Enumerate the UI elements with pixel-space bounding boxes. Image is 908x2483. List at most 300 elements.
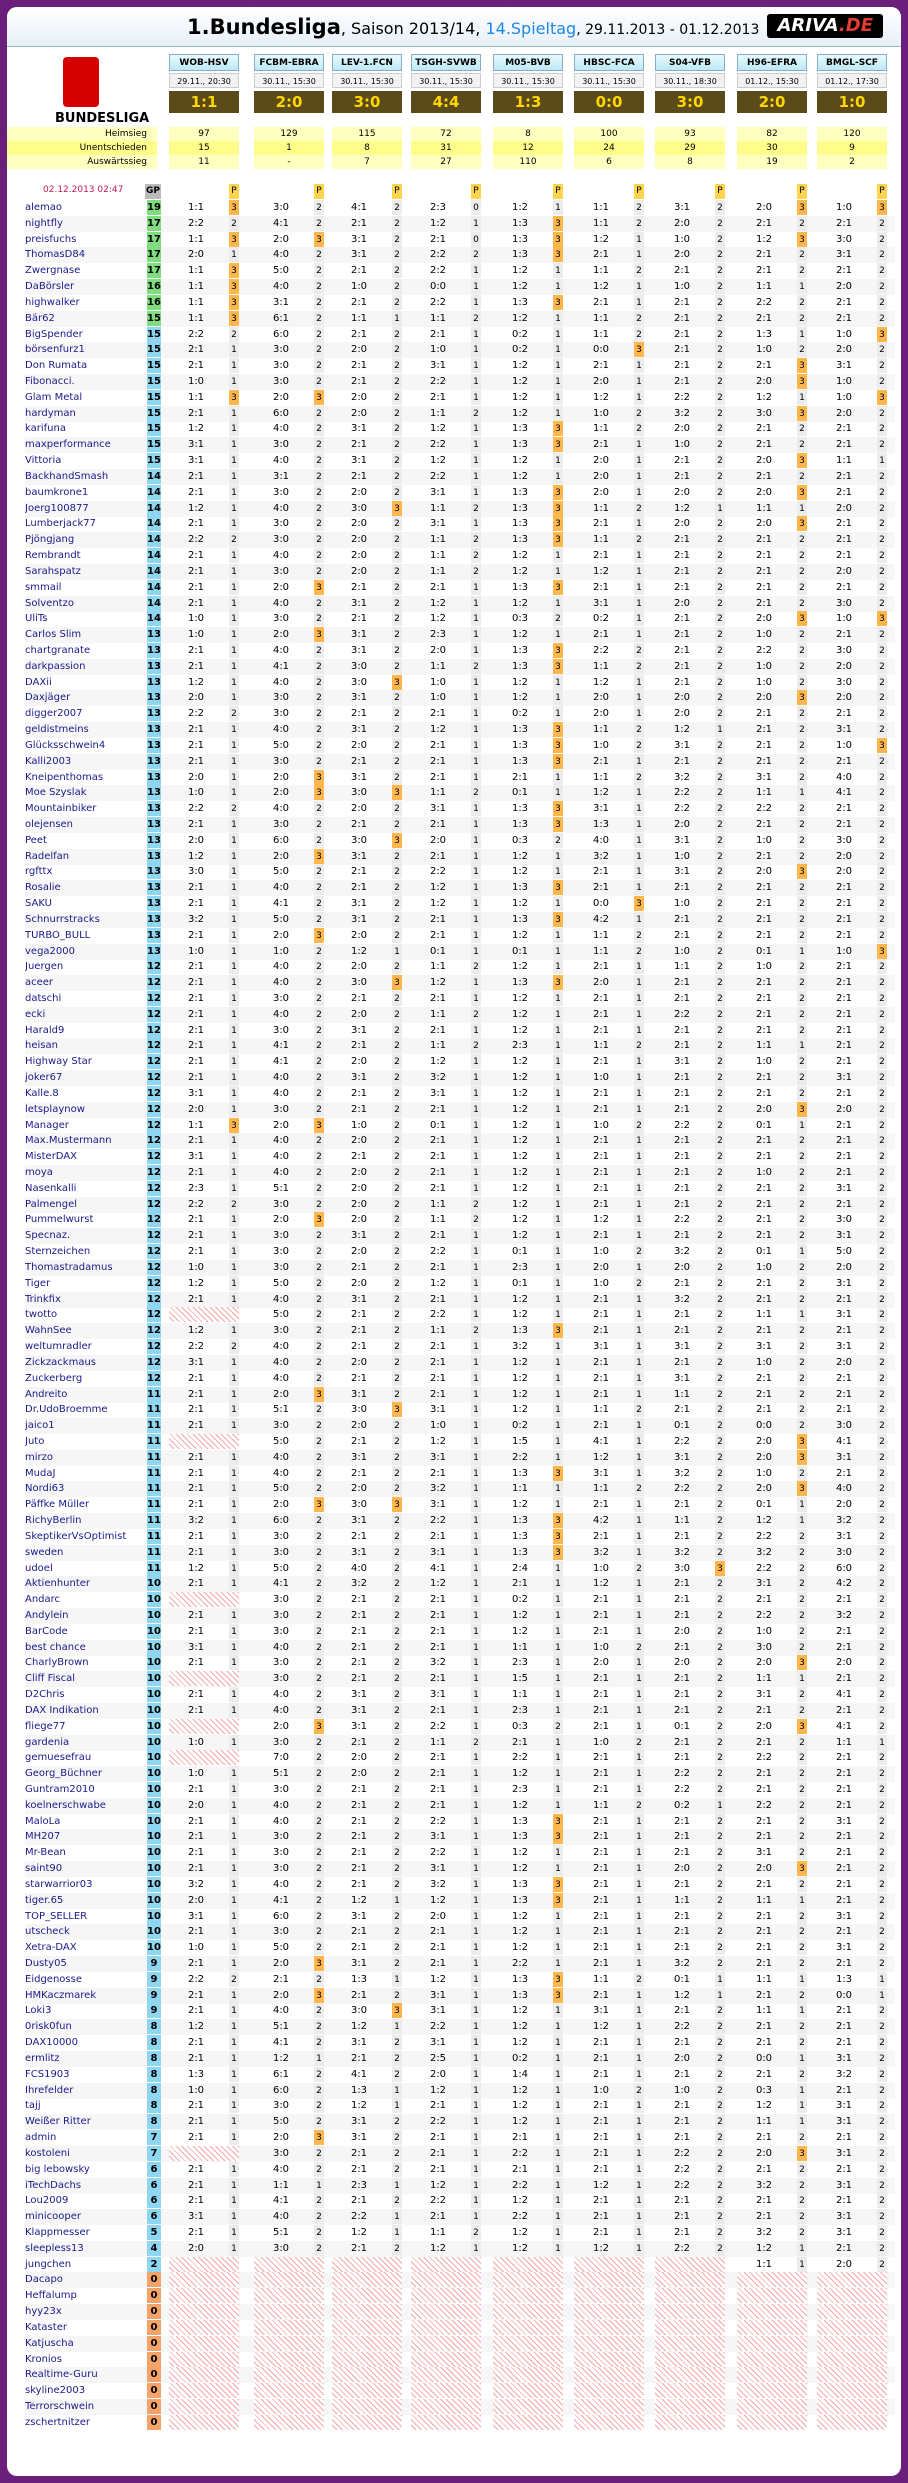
tip-score: 3:1 bbox=[429, 1546, 447, 1558]
player-name[interactable]: skyline2003 bbox=[25, 2385, 86, 2397]
tip-score: 1:0 bbox=[429, 344, 447, 356]
tip-points: 1 bbox=[634, 1608, 644, 1623]
player-name[interactable]: Cliff Fiscal bbox=[25, 1673, 76, 1685]
match-code[interactable]: LEV-1.FCN bbox=[332, 54, 402, 71]
player-name[interactable]: Fibonacci. bbox=[25, 376, 75, 388]
player-name[interactable]: starwarrior03 bbox=[25, 1878, 93, 1890]
tip-score: 2:2 bbox=[511, 2147, 529, 2159]
player-points: 15 bbox=[147, 328, 161, 340]
tip-score: 2:0 bbox=[350, 803, 368, 815]
tip-points: 1 bbox=[715, 1798, 725, 1813]
tip-points: 1 bbox=[634, 912, 644, 927]
player-name[interactable]: vega2000 bbox=[25, 945, 75, 957]
player-name[interactable]: Georg_Büchner bbox=[25, 1768, 102, 1780]
tip-score: 2:0 bbox=[350, 550, 368, 562]
tip-score: 2:1 bbox=[755, 2021, 773, 2033]
player-name[interactable]: RichyBerlin bbox=[25, 1515, 82, 1527]
tip-points: 1 bbox=[877, 1988, 887, 2003]
player-name[interactable]: DAX10000 bbox=[25, 2037, 79, 2049]
player-name[interactable]: hardyman bbox=[25, 407, 76, 419]
player-name[interactable]: MudaJ bbox=[25, 1467, 56, 1479]
player-name[interactable]: Juergen bbox=[25, 961, 64, 973]
home-win-count: 72 bbox=[411, 127, 481, 141]
player-name[interactable]: baumkrone1 bbox=[25, 486, 89, 498]
player-name[interactable]: börsenfurz1 bbox=[25, 344, 85, 356]
player-name[interactable]: smmail bbox=[25, 581, 62, 593]
player-name[interactable]: moya bbox=[25, 1167, 53, 1179]
player-name[interactable]: Ihrefelder bbox=[25, 2084, 74, 2096]
tip-score: 2:0 bbox=[272, 929, 290, 941]
tip-points: 1 bbox=[553, 1750, 563, 1765]
tip-points: 2 bbox=[797, 1782, 807, 1797]
player-name[interactable]: Nordi63 bbox=[25, 1483, 65, 1495]
tip-points: 2 bbox=[314, 1655, 324, 1670]
tip-points: 1 bbox=[797, 1671, 807, 1686]
player-name[interactable]: UliTs bbox=[25, 613, 48, 625]
player-name[interactable]: Glücksschwein4 bbox=[25, 739, 106, 751]
player-name[interactable]: FCS1903 bbox=[25, 2068, 70, 2080]
player-name[interactable]: kostoleni bbox=[25, 2147, 70, 2159]
missing-tip bbox=[169, 2415, 239, 2430]
player-name[interactable]: Palmengel bbox=[25, 1198, 77, 1210]
tip-points: 2 bbox=[392, 200, 402, 215]
tip-points: 1 bbox=[471, 1165, 481, 1180]
player-name[interactable]: Lumberjack77 bbox=[25, 518, 97, 530]
player-name[interactable]: zschertnitzer bbox=[25, 2416, 91, 2428]
player-points: 13 bbox=[147, 834, 161, 846]
tip-points: 2 bbox=[392, 1735, 402, 1750]
player-name[interactable]: weltumradler bbox=[25, 1341, 92, 1353]
player-name[interactable]: DaBörsler bbox=[25, 281, 75, 293]
player-name[interactable]: Zwergnase bbox=[25, 265, 81, 277]
player-name[interactable]: Solventzo bbox=[25, 597, 74, 609]
tip-score: 2:2 bbox=[187, 1341, 205, 1353]
tip-points: 2 bbox=[715, 1149, 725, 1164]
player-name[interactable]: admin bbox=[25, 2132, 57, 2144]
match-code[interactable]: BMGL-SCF bbox=[817, 54, 887, 71]
tip-score: 3:2 bbox=[511, 1341, 529, 1353]
tip-points: 1 bbox=[634, 849, 644, 864]
player-row bbox=[25, 2336, 895, 2352]
tip-score: 2:0 bbox=[835, 2258, 853, 2270]
player-points: 12 bbox=[147, 1261, 161, 1273]
tip-points: 3 bbox=[797, 358, 807, 373]
tip-points: 1 bbox=[229, 469, 239, 484]
tip-points: 1 bbox=[553, 1402, 563, 1417]
player-name[interactable]: mirzo bbox=[25, 1451, 53, 1463]
tip-points: 1 bbox=[229, 1038, 239, 1053]
player-name[interactable]: Päffke Müller bbox=[25, 1499, 90, 1511]
tip-score: 1:3 bbox=[511, 217, 529, 229]
player-name[interactable]: Harald9 bbox=[25, 1024, 65, 1036]
player-name[interactable]: Tiger bbox=[25, 1277, 51, 1289]
player-name[interactable]: big lebowsky bbox=[25, 2163, 90, 2175]
player-name[interactable]: Zuckerberg bbox=[25, 1372, 83, 1384]
match-code[interactable]: HBSC-FCA bbox=[574, 54, 644, 71]
tip-points: 1 bbox=[229, 1909, 239, 1924]
player-name[interactable]: utscheck bbox=[25, 1926, 70, 1938]
tip-points: 3 bbox=[797, 1434, 807, 1449]
player-name[interactable]: DAXii bbox=[25, 676, 52, 688]
player-name[interactable]: BigSpender bbox=[25, 328, 83, 340]
player-name[interactable]: Weißer Ritter bbox=[25, 2116, 91, 2128]
tip-points: 2 bbox=[314, 1592, 324, 1607]
tip-score: 2:1 bbox=[835, 1167, 853, 1179]
player-name[interactable]: darkpassion bbox=[25, 660, 86, 672]
player-name[interactable]: sweden bbox=[25, 1546, 64, 1558]
draw-count: 29 bbox=[655, 141, 725, 155]
player-name[interactable]: Lou2009 bbox=[25, 2195, 69, 2207]
player-name[interactable]: Rosalie bbox=[25, 882, 61, 894]
player-name[interactable]: WahnSee bbox=[25, 1325, 72, 1337]
player-name[interactable]: karifuna bbox=[25, 423, 66, 435]
tip-points: 2 bbox=[471, 1038, 481, 1053]
player-name[interactable]: saint90 bbox=[25, 1863, 63, 1875]
tip-score: 2:1 bbox=[835, 818, 853, 830]
player-name[interactable]: udoel bbox=[25, 1562, 53, 1574]
player-row bbox=[25, 833, 895, 849]
player-name[interactable]: Aktienhunter bbox=[25, 1578, 91, 1590]
tip-points: 1 bbox=[471, 1845, 481, 1860]
player-name[interactable]: tiger.65 bbox=[25, 1894, 64, 1906]
tip-points: 2 bbox=[797, 1814, 807, 1829]
tip-score: 2:2 bbox=[187, 328, 205, 340]
missing-tip bbox=[655, 2352, 725, 2367]
tip-points: 2 bbox=[392, 817, 402, 832]
tip-points: 2 bbox=[877, 532, 887, 547]
player-name[interactable]: Manager bbox=[25, 1119, 69, 1131]
player-name[interactable]: Terrorschwein bbox=[25, 2400, 95, 2412]
player-name[interactable]: Vittoria bbox=[25, 455, 62, 467]
player-name[interactable]: Realtime-Guru bbox=[25, 2369, 98, 2381]
player-name[interactable]: Kneipenthomas bbox=[25, 771, 104, 783]
tip-score: 2:2 bbox=[755, 1752, 773, 1764]
tip-points: 1 bbox=[229, 675, 239, 690]
player-points: 17 bbox=[147, 233, 161, 245]
player-name[interactable]: BarCode bbox=[25, 1625, 68, 1637]
tip-score: 2:0 bbox=[755, 1863, 773, 1875]
player-row bbox=[25, 1355, 895, 1371]
player-points: 12 bbox=[147, 1293, 161, 1305]
player-name[interactable]: twotto bbox=[25, 1309, 58, 1321]
matchday-link[interactable]: 14.Spieltag bbox=[485, 19, 577, 38]
player-name[interactable]: Radelfan bbox=[25, 850, 70, 862]
player-name[interactable]: ecki bbox=[25, 1008, 46, 1020]
player-name[interactable]: gardenia bbox=[25, 1736, 70, 1748]
player-name[interactable]: SAKU bbox=[25, 898, 52, 910]
tip-score: 2:0 bbox=[835, 692, 853, 704]
tip-points: 2 bbox=[392, 1181, 402, 1196]
tip-points: 2 bbox=[314, 1608, 324, 1623]
player-name[interactable]: Carlos Slim bbox=[25, 629, 82, 641]
player-name[interactable]: Dusty05 bbox=[25, 1958, 67, 1970]
match-code[interactable]: H96-EFRA bbox=[737, 54, 807, 71]
player-name[interactable]: Dacapo bbox=[25, 2274, 63, 2286]
player-name[interactable]: ermlitz bbox=[25, 2052, 60, 2064]
player-name[interactable]: D2Chris bbox=[25, 1689, 65, 1701]
player-name[interactable]: Highway Star bbox=[25, 1056, 92, 1068]
tip-points: 2 bbox=[392, 928, 402, 943]
tip-points: 1 bbox=[634, 880, 644, 895]
player-name[interactable]: Dr.UdoBroemme bbox=[25, 1404, 108, 1416]
player-name[interactable]: MaloLa bbox=[25, 1815, 61, 1827]
player-name[interactable]: Bär62 bbox=[25, 312, 55, 324]
player-name[interactable]: digger2007 bbox=[25, 708, 83, 720]
page-frame bbox=[7, 7, 901, 2476]
player-name[interactable]: HMKaczmarek bbox=[25, 1989, 97, 2001]
player-name[interactable]: Mr-Bean bbox=[25, 1847, 66, 1859]
tip-score: 3:1 bbox=[673, 866, 691, 878]
tip-score: 1:1 bbox=[592, 724, 610, 736]
tip-score: 2:0 bbox=[429, 1910, 447, 1922]
player-name[interactable]: fliege77 bbox=[25, 1720, 66, 1732]
player-name[interactable]: TOP_SELLER bbox=[25, 1910, 88, 1922]
tip-score: 2:0 bbox=[592, 692, 610, 704]
player-name[interactable]: sleepless13 bbox=[25, 2242, 84, 2254]
player-points: 8 bbox=[147, 2019, 161, 2034]
tip-score: 2:1 bbox=[755, 217, 773, 229]
player-name[interactable]: koelnerschwabe bbox=[25, 1799, 106, 1811]
tip-score: 3:1 bbox=[835, 1451, 853, 1463]
tip-score: 2:1 bbox=[755, 597, 773, 609]
tip-score: 2:1 bbox=[187, 2116, 205, 2128]
player-row bbox=[25, 406, 895, 422]
player-name[interactable]: Sternzeichen bbox=[25, 1246, 91, 1258]
tip-score: 2:1 bbox=[187, 344, 205, 356]
player-name[interactable]: Don Rumata bbox=[25, 360, 88, 372]
player-name[interactable]: Pjöngjang bbox=[25, 534, 75, 546]
player-name[interactable]: geldistmeins bbox=[25, 724, 89, 736]
player-name[interactable]: MH207 bbox=[25, 1831, 61, 1843]
player-name[interactable]: datschi bbox=[25, 993, 62, 1004]
tip-points: 2 bbox=[314, 1735, 324, 1750]
player-name[interactable]: jungchen bbox=[25, 2258, 72, 2270]
tip-score: 4:2 bbox=[592, 913, 610, 925]
tip-points: 2 bbox=[553, 611, 563, 626]
player-name[interactable]: MisterDAX bbox=[25, 1151, 78, 1163]
player-name[interactable]: Juto bbox=[25, 1435, 45, 1447]
player-name[interactable]: Xetra-DAX bbox=[25, 1942, 77, 1954]
player-name[interactable]: Specnaz. bbox=[25, 1230, 71, 1242]
player-name[interactable]: Klappmesser bbox=[25, 2226, 90, 2238]
tip-score: 3:1 bbox=[673, 1372, 691, 1384]
tip-score: 2:2 bbox=[673, 1483, 691, 1495]
tip-score: 2:0 bbox=[835, 850, 853, 862]
player-name[interactable]: DAX Indikation bbox=[25, 1704, 99, 1716]
player-name[interactable]: Moe Szyslak bbox=[25, 787, 87, 799]
player-name[interactable]: maxperformance bbox=[25, 439, 111, 451]
tip-points: 2 bbox=[392, 453, 402, 468]
missing-tip bbox=[493, 2272, 563, 2287]
player-name[interactable]: Mountainbiker bbox=[25, 803, 97, 815]
tip-score: 1:1 bbox=[592, 660, 610, 672]
player-name[interactable]: Max.Mustermann bbox=[25, 1135, 112, 1147]
points-header: P bbox=[229, 184, 239, 199]
player-points: 10 bbox=[147, 1847, 161, 1859]
tip-score: 2:1 bbox=[350, 866, 368, 878]
player-name[interactable]: preisfuchs bbox=[25, 233, 77, 245]
tip-score: 3:1 bbox=[350, 597, 368, 609]
player-name[interactable]: olejensen bbox=[25, 818, 74, 830]
tip-points: 1 bbox=[471, 1545, 481, 1560]
player-name[interactable]: nightfly bbox=[25, 217, 63, 229]
player-points: 10 bbox=[147, 1704, 161, 1716]
player-name[interactable]: Andylein bbox=[25, 1609, 69, 1621]
tip-score: 2:1 bbox=[350, 1435, 368, 1447]
player-name[interactable]: chartgranate bbox=[25, 644, 91, 656]
tip-score: 1:3 bbox=[835, 1973, 853, 1985]
tip-score: 1:2 bbox=[511, 391, 529, 403]
tip-points: 2 bbox=[314, 801, 324, 816]
player-points: 13 bbox=[147, 644, 161, 656]
tip-score: 3:1 bbox=[835, 2147, 853, 2159]
player-name[interactable]: Peet bbox=[25, 834, 47, 846]
tip-score: 4:1 bbox=[272, 1056, 290, 1068]
tip-points: 1 bbox=[471, 263, 481, 278]
player-name[interactable]: CharlyBrown bbox=[25, 1657, 89, 1669]
tip-points: 1 bbox=[634, 1387, 644, 1402]
player-name[interactable]: aceer bbox=[25, 977, 54, 989]
tip-points: 2 bbox=[392, 1228, 402, 1243]
tip-score: 2:1 bbox=[673, 913, 691, 925]
tip-points: 2 bbox=[715, 327, 725, 342]
tip-points: 2 bbox=[797, 833, 807, 848]
match-code[interactable]: WOB-HSV bbox=[169, 54, 239, 71]
tip-points: 2 bbox=[877, 1924, 887, 1939]
tip-points: 2 bbox=[314, 1561, 324, 1576]
player-name[interactable]: gemuesefrau bbox=[25, 1752, 92, 1764]
tip-points: 2 bbox=[314, 1845, 324, 1860]
player-name[interactable]: letsplaynow bbox=[25, 1103, 85, 1115]
tip-points: 1 bbox=[471, 611, 481, 626]
player-name[interactable]: Pummelwurst bbox=[25, 1214, 94, 1226]
player-name[interactable]: Kronios bbox=[25, 2353, 63, 2365]
tip-score: 2:1 bbox=[592, 1056, 610, 1068]
player-name[interactable]: joker67 bbox=[25, 1072, 63, 1084]
match-code[interactable]: FCBM-EBRA bbox=[254, 54, 324, 71]
missing-tip bbox=[493, 2257, 563, 2272]
tip-score: 1:3 bbox=[592, 818, 610, 830]
match-code[interactable]: M05-BVB bbox=[493, 54, 563, 71]
player-name[interactable]: Kalle.8 bbox=[25, 1087, 59, 1099]
tip-points: 1 bbox=[471, 1877, 481, 1892]
tip-points: 3 bbox=[797, 690, 807, 705]
tip-points: 2 bbox=[877, 374, 887, 389]
tip-score: 2:1 bbox=[187, 597, 205, 609]
tip-score: 4:0 bbox=[272, 676, 290, 688]
player-name[interactable]: Andreito bbox=[25, 1388, 68, 1400]
tip-score: 1:2 bbox=[511, 866, 529, 878]
tip-score: 3:0 bbox=[835, 1214, 853, 1226]
player-name[interactable]: 0risk0fun bbox=[25, 2021, 72, 2033]
tip-score: 2:1 bbox=[187, 882, 205, 894]
player-name[interactable]: TURBO_BULL bbox=[25, 929, 91, 941]
tip-points: 3 bbox=[392, 501, 402, 516]
player-name[interactable]: Schnurrstracks bbox=[25, 913, 100, 925]
tip-points: 3 bbox=[229, 263, 239, 278]
tip-score: 2:1 bbox=[673, 676, 691, 688]
tip-points: 1 bbox=[797, 1893, 807, 1908]
match-code[interactable]: TSGH-SVWB bbox=[411, 54, 481, 71]
player-name[interactable]: Loki3 bbox=[25, 2005, 52, 2017]
player-name[interactable]: highwalker bbox=[25, 296, 80, 308]
tip-points: 2 bbox=[715, 2146, 725, 2161]
player-name[interactable]: Thomastradamus bbox=[25, 1261, 113, 1273]
tip-score: 2:1 bbox=[673, 550, 691, 562]
player-name[interactable]: Eidgenosse bbox=[25, 1973, 82, 1985]
player-name[interactable]: Glam Metal bbox=[25, 391, 83, 403]
match-code[interactable]: S04-VFB bbox=[655, 54, 725, 71]
tip-score: 2:1 bbox=[350, 1609, 368, 1621]
player-name[interactable]: ThomasD84 bbox=[25, 249, 86, 261]
player-name[interactable]: alemao bbox=[25, 202, 63, 213]
player-name[interactable]: Sarahspatz bbox=[25, 565, 81, 577]
player-name[interactable]: Zickzackmaus bbox=[25, 1356, 97, 1368]
player-name[interactable]: iTechDachs bbox=[25, 2179, 82, 2191]
tip-points: 2 bbox=[797, 1909, 807, 1924]
tip-points: 1 bbox=[797, 1038, 807, 1053]
player-points: 12 bbox=[147, 993, 161, 1004]
tip-score: 4:1 bbox=[592, 1435, 610, 1447]
away-win-label: Auswärtssieg bbox=[7, 155, 157, 169]
player-name[interactable]: rgfttx bbox=[25, 866, 53, 878]
logo-text: BUNDESLIGA bbox=[55, 111, 150, 126]
tip-score: 2:1 bbox=[673, 993, 691, 1004]
player-name[interactable]: tajj bbox=[25, 2100, 41, 2112]
tip-score: 2:2 bbox=[511, 2211, 529, 2223]
draw-label: Unentschieden bbox=[7, 141, 157, 155]
player-name[interactable]: best chance bbox=[25, 1641, 86, 1653]
tip-score: 1:2 bbox=[429, 2242, 447, 2254]
tip-score: 2:1 bbox=[350, 1863, 368, 1875]
tip-score: 0:0 bbox=[755, 2052, 773, 2064]
tip-points: 1 bbox=[634, 2209, 644, 2224]
player-name[interactable]: minicooper bbox=[25, 2211, 81, 2223]
player-name[interactable]: Joerg100877 bbox=[25, 502, 89, 514]
tip-score: 1:2 bbox=[429, 2084, 447, 2096]
player-name[interactable]: Nasenkalli bbox=[25, 1182, 77, 1194]
player-name[interactable]: Heffalump bbox=[25, 2290, 77, 2302]
player-name[interactable]: heisan bbox=[25, 1040, 58, 1052]
ariva-logo[interactable]: ARIVA.DE bbox=[767, 14, 883, 38]
player-points: 14 bbox=[147, 613, 161, 625]
player-name[interactable]: Kalli2003 bbox=[25, 755, 72, 767]
player-name[interactable]: Andarc bbox=[25, 1594, 61, 1606]
tip-points: 1 bbox=[392, 311, 402, 326]
match-score: 0:0 bbox=[574, 91, 644, 113]
player-name[interactable]: Trinkfix bbox=[25, 1293, 61, 1305]
tip-points: 2 bbox=[797, 1371, 807, 1386]
player-name[interactable]: hyy23x bbox=[25, 2306, 62, 2318]
player-row bbox=[25, 1719, 895, 1735]
player-name[interactable]: jaico1 bbox=[25, 1420, 55, 1432]
player-name[interactable]: Rembrandt bbox=[25, 550, 81, 562]
player-name[interactable]: Katjuscha bbox=[25, 2337, 74, 2349]
tip-points: 2 bbox=[877, 1782, 887, 1797]
player-name[interactable]: Daxjäger bbox=[25, 692, 71, 704]
player-name[interactable]: Kataster bbox=[25, 2321, 67, 2333]
tip-score: 1:1 bbox=[429, 1008, 447, 1020]
player-name[interactable]: SkeptikerVsOptimist bbox=[25, 1530, 127, 1542]
tip-score: 1:0 bbox=[350, 1119, 368, 1131]
player-row bbox=[25, 2225, 895, 2241]
player-points: 15 bbox=[147, 455, 161, 467]
tip-points: 2 bbox=[314, 2209, 324, 2224]
player-points: 15 bbox=[147, 423, 161, 435]
player-name[interactable]: BackhandSmash bbox=[25, 470, 109, 482]
tip-points: 2 bbox=[877, 469, 887, 484]
player-name[interactable]: Guntram2010 bbox=[25, 1784, 95, 1795]
